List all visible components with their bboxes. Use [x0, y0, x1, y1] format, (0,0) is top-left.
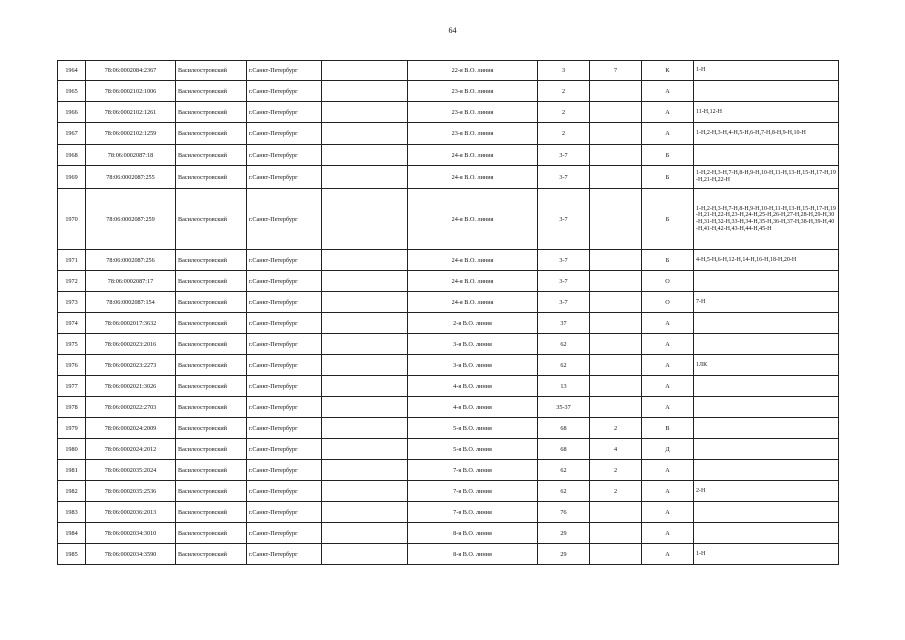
- letter-cell: А: [642, 460, 694, 481]
- letter-cell: Д: [642, 439, 694, 460]
- row-number-cell: 1975: [58, 334, 86, 355]
- table-row: [58, 376, 839, 397]
- table-row: [58, 61, 839, 81]
- house-number-cell: 3-7: [538, 145, 590, 166]
- street-cell: 24-я В.О. линия: [408, 292, 538, 313]
- premises-cell: 1-Н,2-Н,3-Н,7-Н,8-Н,9-Н,10-Н,11-Н,13-Н,15-Н,17-Н,19-Н,21-Н,22-Н: [694, 166, 839, 189]
- district-cell: Василеостровский: [176, 355, 247, 376]
- extra-address-cell: [322, 502, 408, 523]
- letter-cell: А: [642, 481, 694, 502]
- city-cell: г.Санкт-Петербург: [247, 81, 322, 102]
- building-number-cell: [590, 544, 642, 565]
- premises-cell: [694, 397, 839, 418]
- letter-cell: А: [642, 523, 694, 544]
- premises-cell: [694, 334, 839, 355]
- street-cell: 24-я В.О. линия: [408, 250, 538, 271]
- house-number-cell: 3-7: [538, 292, 590, 313]
- building-number-cell: [590, 271, 642, 292]
- city-cell: г.Санкт-Петербург: [247, 145, 322, 166]
- street-cell: 8-я В.О. линия: [408, 523, 538, 544]
- building-number-cell: [590, 102, 642, 123]
- house-number-cell: 3-7: [538, 189, 590, 250]
- table-row: [58, 334, 839, 355]
- table-row: [58, 123, 839, 145]
- letter-cell: О: [642, 271, 694, 292]
- cadastral-number-cell: 78:06:0002087:259: [86, 189, 176, 250]
- cadastral-number-cell: 78:06:0002034:3010: [86, 523, 176, 544]
- extra-address-cell: [322, 523, 408, 544]
- extra-address-cell: [322, 61, 408, 81]
- table-row: [58, 145, 839, 166]
- table-row: [58, 250, 839, 271]
- cadastral-number-cell: 78:06:0002084:2367: [86, 61, 176, 81]
- extra-address-cell: [322, 544, 408, 565]
- street-cell: 4-я В.О. линия: [408, 376, 538, 397]
- city-cell: г.Санкт-Петербург: [247, 271, 322, 292]
- house-number-cell: 62: [538, 481, 590, 502]
- street-cell: 4-я В.О. линия: [408, 397, 538, 418]
- house-number-cell: 29: [538, 523, 590, 544]
- letter-cell: К: [642, 61, 694, 81]
- street-cell: 3-я В.О. линия: [408, 355, 538, 376]
- house-number-cell: 62: [538, 460, 590, 481]
- letter-cell: А: [642, 544, 694, 565]
- city-cell: г.Санкт-Петербург: [247, 439, 322, 460]
- cadastral-number-cell: 78:06:0002102:1261: [86, 102, 176, 123]
- district-cell: Василеостровский: [176, 418, 247, 439]
- premises-cell: 1-Н,2-Н,3-Н,4-Н,5-Н,6-Н,7-Н,8-Н,9-Н,10-Н: [694, 123, 839, 145]
- district-cell: Василеостровский: [176, 250, 247, 271]
- district-cell: Василеостровский: [176, 334, 247, 355]
- street-cell: 8-я В.О. линия: [408, 544, 538, 565]
- house-number-cell: 37: [538, 313, 590, 334]
- street-cell: 23-я В.О. линия: [408, 81, 538, 102]
- building-number-cell: [590, 145, 642, 166]
- city-cell: г.Санкт-Петербург: [247, 166, 322, 189]
- premises-cell: 2-Н: [694, 481, 839, 502]
- city-cell: г.Санкт-Петербург: [247, 123, 322, 145]
- extra-address-cell: [322, 334, 408, 355]
- city-cell: г.Санкт-Петербург: [247, 355, 322, 376]
- building-number-cell: [590, 376, 642, 397]
- building-number-cell: 2: [590, 418, 642, 439]
- row-number-cell: 1985: [58, 544, 86, 565]
- cadastral-number-cell: 78:06:0002024:2012: [86, 439, 176, 460]
- letter-cell: А: [642, 355, 694, 376]
- district-cell: Василеостровский: [176, 123, 247, 145]
- street-cell: 24-я В.О. линия: [408, 189, 538, 250]
- letter-cell: Б: [642, 145, 694, 166]
- building-number-cell: [590, 523, 642, 544]
- district-cell: Василеостровский: [176, 313, 247, 334]
- extra-address-cell: [322, 418, 408, 439]
- table-row: [58, 502, 839, 523]
- extra-address-cell: [322, 397, 408, 418]
- table-row: [58, 523, 839, 544]
- table-row: [58, 460, 839, 481]
- district-cell: Василеостровский: [176, 61, 247, 81]
- cadastral-number-cell: 78:06:0002017:3632: [86, 313, 176, 334]
- district-cell: Василеостровский: [176, 544, 247, 565]
- cadastral-number-cell: 78:06:0002087:17: [86, 271, 176, 292]
- letter-cell: А: [642, 313, 694, 334]
- cadastral-number-cell: 78:06:0002087:18: [86, 145, 176, 166]
- building-number-cell: [590, 81, 642, 102]
- letter-cell: Б: [642, 250, 694, 271]
- street-cell: 7-я В.О. линия: [408, 460, 538, 481]
- row-number-cell: 1968: [58, 145, 86, 166]
- house-number-cell: 62: [538, 355, 590, 376]
- cadastral-number-cell: 78:06:0002021:3026: [86, 376, 176, 397]
- table-row: [58, 355, 839, 376]
- city-cell: г.Санкт-Петербург: [247, 102, 322, 123]
- city-cell: г.Санкт-Петербург: [247, 418, 322, 439]
- letter-cell: А: [642, 397, 694, 418]
- table-row: [58, 292, 839, 313]
- row-number-cell: 1977: [58, 376, 86, 397]
- cadastral-number-cell: 78:06:0002102:1259: [86, 123, 176, 145]
- premises-cell: 1-Н: [694, 61, 839, 81]
- premises-cell: 1-Н,2-Н,3-Н,7-Н,8-Н,9-Н,10-Н,11-Н,13-Н,15-Н,17-Н,19-Н,21-Н,22-Н,23-Н,24-Н,25-Н,26-Н,27-Н,28-Н,29-Н,30-Н,31-Н,32-Н,33-Н,34-Н,35-Н,36-Н,37-Н,38-Н,39-Н,40-Н,41-Н,42-Н,43-Н,44-Н,45-Н: [694, 189, 839, 250]
- house-number-cell: 3-7: [538, 250, 590, 271]
- premises-cell: [694, 418, 839, 439]
- extra-address-cell: [322, 166, 408, 189]
- street-cell: 24-я В.О. линия: [408, 145, 538, 166]
- cadastral-number-cell: 78:06:0002034:3590: [86, 544, 176, 565]
- premises-cell: [694, 502, 839, 523]
- letter-cell: А: [642, 81, 694, 102]
- letter-cell: А: [642, 334, 694, 355]
- premises-cell: [694, 376, 839, 397]
- table-row: [58, 397, 839, 418]
- cadastral-number-cell: 78:06:0002102:1006: [86, 81, 176, 102]
- street-cell: 24-я В.О. линия: [408, 166, 538, 189]
- building-number-cell: [590, 313, 642, 334]
- extra-address-cell: [322, 313, 408, 334]
- cadastral-number-cell: 78:06:0002087:154: [86, 292, 176, 313]
- street-cell: 7-я В.О. линия: [408, 481, 538, 502]
- building-number-cell: [590, 397, 642, 418]
- letter-cell: А: [642, 376, 694, 397]
- city-cell: г.Санкт-Петербург: [247, 189, 322, 250]
- district-cell: Василеостровский: [176, 439, 247, 460]
- house-number-cell: 3: [538, 61, 590, 81]
- district-cell: Василеостровский: [176, 376, 247, 397]
- letter-cell: А: [642, 102, 694, 123]
- row-number-cell: 1976: [58, 355, 86, 376]
- table-row: [58, 102, 839, 123]
- house-number-cell: 2: [538, 81, 590, 102]
- table-row: [58, 544, 839, 565]
- house-number-cell: 13: [538, 376, 590, 397]
- row-number-cell: 1978: [58, 397, 86, 418]
- table-body: [58, 61, 839, 565]
- extra-address-cell: [322, 460, 408, 481]
- table-row: [58, 189, 839, 250]
- row-number-cell: 1984: [58, 523, 86, 544]
- district-cell: Василеостровский: [176, 481, 247, 502]
- premises-cell: 7-Н: [694, 292, 839, 313]
- premises-cell: [694, 460, 839, 481]
- house-number-cell: 2: [538, 123, 590, 145]
- cadastral-number-cell: 78:06:0002087:255: [86, 166, 176, 189]
- house-number-cell: 29: [538, 544, 590, 565]
- extra-address-cell: [322, 481, 408, 502]
- registry-table: [57, 60, 839, 565]
- house-number-cell: 35-37: [538, 397, 590, 418]
- letter-cell: А: [642, 123, 694, 145]
- extra-address-cell: [322, 102, 408, 123]
- row-number-cell: 1970: [58, 189, 86, 250]
- premises-cell: [694, 523, 839, 544]
- building-number-cell: 2: [590, 481, 642, 502]
- premises-cell: [694, 145, 839, 166]
- row-number-cell: 1969: [58, 166, 86, 189]
- extra-address-cell: [322, 271, 408, 292]
- row-number-cell: 1967: [58, 123, 86, 145]
- district-cell: Василеостровский: [176, 145, 247, 166]
- page-number: 64: [448, 26, 457, 35]
- street-cell: 7-я В.О. линия: [408, 502, 538, 523]
- city-cell: г.Санкт-Петербург: [247, 523, 322, 544]
- building-number-cell: [590, 334, 642, 355]
- row-number-cell: 1983: [58, 502, 86, 523]
- city-cell: г.Санкт-Петербург: [247, 460, 322, 481]
- street-cell: 22-я В.О. линия: [408, 61, 538, 81]
- cadastral-number-cell: 78:06:0002023:2273: [86, 355, 176, 376]
- premises-cell: [694, 81, 839, 102]
- house-number-cell: 3-7: [538, 271, 590, 292]
- table-row: [58, 439, 839, 460]
- extra-address-cell: [322, 376, 408, 397]
- house-number-cell: 62: [538, 334, 590, 355]
- row-number-cell: 1964: [58, 61, 86, 81]
- cadastral-number-cell: 78:06:0002022:2703: [86, 397, 176, 418]
- building-number-cell: 7: [590, 61, 642, 81]
- city-cell: г.Санкт-Петербург: [247, 502, 322, 523]
- extra-address-cell: [322, 355, 408, 376]
- premises-cell: 1ЛК: [694, 355, 839, 376]
- letter-cell: О: [642, 292, 694, 313]
- building-number-cell: [590, 189, 642, 250]
- building-number-cell: [590, 166, 642, 189]
- district-cell: Василеостровский: [176, 271, 247, 292]
- street-cell: 2-я В.О. линия: [408, 313, 538, 334]
- district-cell: Василеостровский: [176, 397, 247, 418]
- extra-address-cell: [322, 145, 408, 166]
- building-number-cell: 2: [590, 460, 642, 481]
- letter-cell: А: [642, 502, 694, 523]
- premises-cell: [694, 439, 839, 460]
- cadastral-number-cell: 78:06:0002035:2536: [86, 481, 176, 502]
- row-number-cell: 1972: [58, 271, 86, 292]
- cadastral-number-cell: 78:06:0002024:2009: [86, 418, 176, 439]
- extra-address-cell: [322, 250, 408, 271]
- extra-address-cell: [322, 189, 408, 250]
- table-row: [58, 418, 839, 439]
- extra-address-cell: [322, 292, 408, 313]
- table-row: [58, 166, 839, 189]
- district-cell: Василеостровский: [176, 81, 247, 102]
- street-cell: 5-я В.О. линия: [408, 418, 538, 439]
- city-cell: г.Санкт-Петербург: [247, 61, 322, 81]
- table-row: [58, 81, 839, 102]
- premises-cell: 11-Н,12-Н: [694, 102, 839, 123]
- house-number-cell: 3-7: [538, 166, 590, 189]
- building-number-cell: [590, 292, 642, 313]
- extra-address-cell: [322, 81, 408, 102]
- building-number-cell: [590, 355, 642, 376]
- building-number-cell: [590, 123, 642, 145]
- extra-address-cell: [322, 439, 408, 460]
- street-cell: 5-я В.О. линия: [408, 439, 538, 460]
- premises-cell: 1-Н: [694, 544, 839, 565]
- house-number-cell: 68: [538, 418, 590, 439]
- row-number-cell: 1980: [58, 439, 86, 460]
- city-cell: г.Санкт-Петербург: [247, 544, 322, 565]
- building-number-cell: 4: [590, 439, 642, 460]
- city-cell: г.Санкт-Петербург: [247, 313, 322, 334]
- letter-cell: Б: [642, 166, 694, 189]
- row-number-cell: 1965: [58, 81, 86, 102]
- house-number-cell: 76: [538, 502, 590, 523]
- house-number-cell: 68: [538, 439, 590, 460]
- premises-cell: [694, 271, 839, 292]
- row-number-cell: 1981: [58, 460, 86, 481]
- row-number-cell: 1973: [58, 292, 86, 313]
- street-cell: 3-я В.О. линия: [408, 334, 538, 355]
- premises-cell: [694, 313, 839, 334]
- district-cell: Василеостровский: [176, 166, 247, 189]
- street-cell: 23-я В.О. линия: [408, 102, 538, 123]
- table-row: [58, 271, 839, 292]
- district-cell: Василеостровский: [176, 292, 247, 313]
- row-number-cell: 1982: [58, 481, 86, 502]
- extra-address-cell: [322, 123, 408, 145]
- table-row: [58, 313, 839, 334]
- city-cell: г.Санкт-Петербург: [247, 250, 322, 271]
- cadastral-number-cell: 78:06:0002023:2016: [86, 334, 176, 355]
- street-cell: 23-я В.О. линия: [408, 123, 538, 145]
- district-cell: Василеостровский: [176, 502, 247, 523]
- city-cell: г.Санкт-Петербург: [247, 397, 322, 418]
- row-number-cell: 1971: [58, 250, 86, 271]
- city-cell: г.Санкт-Петербург: [247, 292, 322, 313]
- building-number-cell: [590, 502, 642, 523]
- table-row: [58, 481, 839, 502]
- city-cell: г.Санкт-Петербург: [247, 376, 322, 397]
- district-cell: Василеостровский: [176, 460, 247, 481]
- city-cell: г.Санкт-Петербург: [247, 481, 322, 502]
- house-number-cell: 2: [538, 102, 590, 123]
- city-cell: г.Санкт-Петербург: [247, 334, 322, 355]
- row-number-cell: 1974: [58, 313, 86, 334]
- cadastral-number-cell: 78:06:0002035:2024: [86, 460, 176, 481]
- letter-cell: В: [642, 418, 694, 439]
- row-number-cell: 1979: [58, 418, 86, 439]
- district-cell: Василеостровский: [176, 189, 247, 250]
- district-cell: Василеостровский: [176, 102, 247, 123]
- letter-cell: Б: [642, 189, 694, 250]
- row-number-cell: 1966: [58, 102, 86, 123]
- district-cell: Василеостровский: [176, 523, 247, 544]
- premises-cell: 4-Н,5-Н,6-Н,12-Н,14-Н,16-Н,18-Н,20-Н: [694, 250, 839, 271]
- cadastral-number-cell: 78:06:0002087:256: [86, 250, 176, 271]
- street-cell: 24-я В.О. линия: [408, 271, 538, 292]
- building-number-cell: [590, 250, 642, 271]
- cadastral-number-cell: 78:06:0002036:2013: [86, 502, 176, 523]
